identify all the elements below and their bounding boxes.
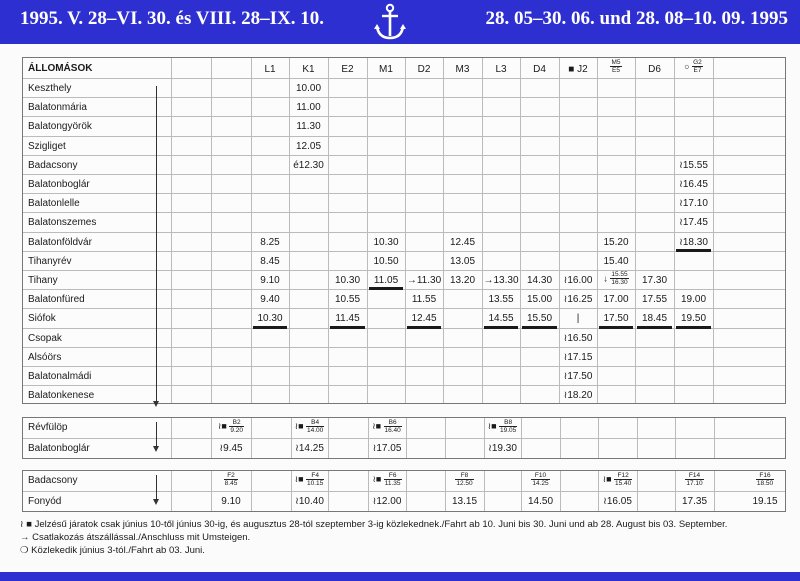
table-row bbox=[23, 438, 785, 459]
ferry-departure bbox=[455, 474, 473, 485]
departure-time: 17.00 bbox=[603, 294, 629, 306]
terminal-marker bbox=[484, 326, 518, 329]
departure-time: ≀17.10 bbox=[679, 198, 708, 210]
station-name: Balatonfüred bbox=[28, 294, 85, 306]
ferry-timetable-badacsony bbox=[22, 470, 786, 512]
ferry-marker: ≀■ bbox=[294, 421, 307, 431]
station-name: Badacsony bbox=[28, 159, 78, 171]
fraction bbox=[384, 419, 402, 434]
departure-time: 15.50 bbox=[526, 313, 553, 325]
fraction bbox=[610, 271, 628, 286]
ferry-time: 14.00 bbox=[307, 427, 324, 434]
column-header-4: D2 bbox=[417, 64, 431, 75]
departure-time: 15.40 bbox=[603, 255, 629, 267]
terminal-marker bbox=[369, 287, 403, 290]
column-header-3: M1 bbox=[379, 64, 393, 75]
station-name: Tihanyrév bbox=[28, 255, 72, 267]
ferry-marker: ≀■ bbox=[294, 474, 307, 484]
station-name: Siófok bbox=[28, 313, 56, 325]
departure-time: 15.00 bbox=[526, 294, 553, 306]
departure-time: 11.00 bbox=[296, 102, 321, 114]
circle-marker: ○ bbox=[684, 61, 693, 72]
ferry-departure bbox=[531, 474, 549, 485]
ferry-time: 11.35 bbox=[384, 480, 401, 487]
ferry-departure bbox=[295, 474, 325, 485]
ferry-cell: ≀16.05 bbox=[603, 496, 632, 507]
ferry-time: 10.15 bbox=[307, 480, 324, 487]
column-code: G2 bbox=[693, 59, 702, 66]
station-name: Balatonföldvár bbox=[28, 236, 92, 248]
ferry-departure bbox=[685, 474, 703, 485]
column-code: E5 bbox=[612, 67, 620, 74]
departure-time: | bbox=[576, 313, 580, 325]
column-header-11 bbox=[674, 59, 713, 74]
departure-time: 15.20 bbox=[603, 236, 629, 248]
ferry-code: F2 bbox=[224, 472, 239, 480]
ferry-departure bbox=[372, 474, 401, 485]
fraction bbox=[531, 472, 549, 487]
legend-line-2: → Csatlakozás átszállással./Anschluss mit Umsteigen. bbox=[20, 532, 251, 543]
table-row bbox=[23, 155, 785, 175]
departure-time: 10.30 bbox=[334, 275, 361, 286]
terminal-marker bbox=[407, 326, 441, 329]
ferry-time: 12.50 bbox=[456, 480, 473, 487]
station-name: Badacsony bbox=[28, 475, 78, 486]
ferry-cell bbox=[598, 472, 637, 487]
departure-time: 14.30 bbox=[526, 275, 553, 286]
departure-time: 13.55 bbox=[488, 294, 514, 306]
departure-time: ≀17.15 bbox=[563, 351, 593, 363]
station-name: Balatonlelle bbox=[28, 198, 80, 210]
direction-arrow-line bbox=[156, 86, 157, 401]
ferry-cell bbox=[211, 419, 251, 434]
terminal-marker bbox=[676, 249, 711, 252]
departure-time: ≀18.30 bbox=[679, 236, 708, 248]
column-header-9 bbox=[597, 59, 635, 74]
ferry-time: 18.50 bbox=[756, 480, 774, 487]
fraction bbox=[229, 419, 244, 434]
departure-time: 9.40 bbox=[260, 294, 280, 306]
ferry-cell bbox=[745, 472, 785, 487]
direction-arrow-icon bbox=[153, 401, 159, 407]
ferry-cell: ≀19.30 bbox=[488, 443, 517, 454]
departure-time: 8.25 bbox=[260, 236, 280, 248]
station-name: Csopak bbox=[28, 332, 62, 344]
table-row bbox=[23, 366, 785, 386]
ferry-time: 19.05 bbox=[500, 427, 517, 434]
ferry-departure bbox=[488, 421, 518, 432]
departure-time: 11.30 bbox=[296, 121, 321, 133]
ferry-cell bbox=[211, 472, 251, 487]
departure-time: ≀16.45 bbox=[679, 179, 708, 190]
header-row bbox=[23, 58, 785, 78]
legend-line-1: ≀ ■ Jelzésű járatok csak június 10-től június 30-ig, és augusztus 28-tól szeptember 3-ig közlekednek./Fahrt ab 10. Juni bis 30. Juni und ab 28. August bis 03. September. bbox=[20, 519, 728, 530]
ferry-code: F6 bbox=[384, 472, 402, 480]
station-name: Fonyód bbox=[28, 496, 62, 507]
ferry-cell: ≀9.45 bbox=[219, 443, 243, 454]
direction-arrow-icon bbox=[153, 499, 159, 505]
terminal-marker bbox=[637, 326, 672, 329]
ferry-code: B4 bbox=[306, 419, 324, 427]
station-name: Alsóörs bbox=[28, 351, 62, 363]
column-header-0: L1 bbox=[264, 64, 276, 75]
station-name: Balatongyörök bbox=[28, 121, 92, 133]
ferry-cell bbox=[445, 472, 484, 487]
connection-arrow: ↓ bbox=[603, 273, 611, 284]
ferry-code: F10 bbox=[531, 472, 549, 480]
ferry-departure bbox=[295, 421, 325, 432]
table-row bbox=[23, 212, 785, 232]
table-row bbox=[23, 328, 785, 348]
departure-time: 18.45 bbox=[641, 313, 668, 325]
ferry-cell: 14.50 bbox=[527, 496, 554, 507]
ferry-cell bbox=[291, 419, 328, 434]
station-name: Tihany bbox=[28, 275, 58, 286]
departure-time: 10.50 bbox=[373, 255, 399, 267]
terminal-marker bbox=[522, 326, 557, 329]
fraction bbox=[306, 472, 324, 487]
departure-time: 17.50 bbox=[603, 313, 629, 325]
station-name: Balatonalmádi bbox=[28, 371, 92, 382]
direction-arrow-icon bbox=[153, 446, 159, 452]
ferry-marker: ≀■ bbox=[372, 421, 384, 431]
fraction bbox=[685, 472, 703, 487]
departure-time: ≀15.55 bbox=[679, 159, 708, 171]
departure-time: 19.00 bbox=[680, 294, 707, 306]
departure-time: 12.45 bbox=[411, 313, 437, 325]
departure-time: ≀18.20 bbox=[563, 390, 593, 402]
departure-time: 19.50 bbox=[680, 313, 707, 325]
station-name: Balatonmária bbox=[28, 102, 87, 114]
ferry-code: F14 bbox=[685, 472, 703, 480]
departure-time: 17.30 bbox=[641, 275, 668, 286]
departure-time: 17.55 bbox=[641, 294, 668, 306]
departure-time: ≀16.00 bbox=[563, 275, 593, 286]
ferry-departure bbox=[372, 421, 402, 432]
ferry-code: B2 bbox=[229, 419, 244, 427]
departure-time: 10.55 bbox=[334, 294, 361, 306]
departure-time: ≀16.50 bbox=[563, 332, 593, 344]
ferry-code: F4 bbox=[306, 472, 324, 480]
ferry-cell bbox=[675, 472, 714, 487]
ferry-time: 8.45 bbox=[224, 480, 238, 487]
ferry-cell: ≀14.25 bbox=[295, 443, 324, 454]
table-row bbox=[23, 347, 785, 367]
bottom-bar bbox=[0, 572, 800, 581]
title-hungarian: 1995. V. 28–VI. 30. és VIII. 28–IX. 10. bbox=[20, 8, 325, 29]
legend-line-3: ❍ Közlekedik június 3-tól./Fahrt ab 03. Juni. bbox=[20, 545, 205, 556]
terminal-marker bbox=[253, 326, 287, 329]
departure-time: 10.00 bbox=[295, 83, 322, 94]
terminal-marker bbox=[676, 326, 711, 329]
fraction bbox=[756, 472, 774, 487]
ferry-cell bbox=[521, 472, 560, 487]
departure-time: →13.30 bbox=[483, 275, 519, 286]
column-header-6: L3 bbox=[495, 64, 507, 75]
main-timetable bbox=[22, 57, 786, 404]
fraction bbox=[614, 472, 632, 487]
station-name: Balatonboglár bbox=[28, 443, 90, 454]
column-header-5: M3 bbox=[455, 64, 470, 75]
departure-time: 10.30 bbox=[373, 236, 399, 248]
column-header-10: D6 bbox=[648, 64, 661, 75]
departure-time: →11.30 bbox=[406, 275, 442, 286]
ferry-code: F16 bbox=[756, 472, 774, 480]
ferry-marker: ≀■ bbox=[372, 474, 384, 484]
fraction bbox=[306, 419, 324, 434]
ferry-code: F8 bbox=[455, 472, 473, 480]
terminal-marker bbox=[330, 326, 365, 329]
departure-time: 11.55 bbox=[411, 294, 437, 306]
station-name: Balatonkenese bbox=[28, 390, 95, 402]
column-header-8: ■ J2 bbox=[568, 64, 588, 75]
departure-time: 12.05 bbox=[295, 140, 322, 152]
table-row bbox=[23, 471, 785, 491]
column-header-1: K1 bbox=[302, 64, 315, 75]
ferry-departure bbox=[756, 474, 774, 485]
station-name: Balatonboglár bbox=[28, 179, 90, 190]
table-row bbox=[23, 418, 785, 438]
fraction bbox=[692, 59, 703, 74]
ferry-cell bbox=[368, 419, 406, 434]
column-header-2: E2 bbox=[341, 64, 354, 75]
fraction bbox=[384, 472, 402, 487]
departure-time: ≀17.50 bbox=[563, 371, 593, 382]
column-header-7: D4 bbox=[533, 64, 546, 75]
station-name: Keszthely bbox=[28, 83, 72, 94]
departure-time: 16.30 bbox=[611, 279, 628, 286]
column-code: E7 bbox=[693, 67, 702, 74]
departure-time: ≀17.45 bbox=[679, 217, 708, 229]
ferry-timetable-revfulop bbox=[22, 417, 786, 459]
table-row bbox=[23, 289, 785, 309]
departure-time: é12.30 bbox=[293, 159, 324, 171]
departure-time: 8.45 bbox=[260, 255, 280, 267]
station-name: Balatonszemes bbox=[28, 217, 97, 229]
fraction bbox=[610, 59, 621, 74]
departure-time bbox=[597, 271, 635, 286]
terminal-marker bbox=[599, 326, 633, 329]
table-row bbox=[23, 251, 785, 271]
table-row bbox=[23, 491, 785, 512]
departure-time: 14.55 bbox=[488, 313, 514, 325]
title-german: 28. 05–30. 06. und 28. 08–10. 09. 1995 bbox=[485, 8, 788, 29]
fraction bbox=[224, 472, 239, 487]
departure-time: 9.10 bbox=[260, 275, 280, 286]
ferry-marker: ≀■ bbox=[218, 421, 230, 431]
table-row bbox=[23, 270, 785, 290]
ferry-departure bbox=[224, 474, 239, 485]
ferry-time: 16.40 bbox=[384, 427, 401, 434]
departure-time: 13.05 bbox=[449, 255, 476, 267]
ferry-cell: 19.15 bbox=[752, 496, 778, 507]
ferry-time: 14.25 bbox=[532, 480, 549, 487]
ferry-departure bbox=[218, 421, 244, 432]
table-row bbox=[23, 136, 785, 156]
ferry-cell: 17.35 bbox=[681, 496, 708, 507]
ferry-cell: 9.10 bbox=[221, 496, 241, 507]
ferry-cell: ≀10.40 bbox=[295, 496, 324, 507]
table-row bbox=[23, 78, 785, 98]
title-banner bbox=[0, 0, 800, 44]
table-row bbox=[23, 193, 785, 213]
fraction bbox=[455, 472, 473, 487]
ferry-code: B8 bbox=[499, 419, 517, 427]
ferry-code: F12 bbox=[614, 472, 632, 480]
table-row bbox=[23, 97, 785, 117]
table-row bbox=[23, 116, 785, 136]
station-name: Révfülöp bbox=[28, 422, 68, 433]
direction-arrow-line bbox=[156, 475, 157, 499]
ferry-cell: 13.15 bbox=[451, 496, 478, 507]
departure-time: 12.45 bbox=[449, 236, 476, 248]
ferry-time: 17.10 bbox=[686, 480, 703, 487]
ferry-code: B6 bbox=[384, 419, 402, 427]
station-column-header: ÁLLOMÁSOK bbox=[28, 63, 93, 74]
station-name: Szigliget bbox=[28, 140, 66, 152]
ferry-cell: ≀12.00 bbox=[372, 496, 402, 507]
ferry-time: 15.40 bbox=[615, 480, 632, 487]
fraction bbox=[499, 419, 517, 434]
anchor-icon bbox=[372, 2, 408, 42]
ferry-departure bbox=[603, 474, 633, 485]
direction-arrow-line bbox=[156, 422, 157, 446]
table-row bbox=[23, 174, 785, 194]
ferry-cell bbox=[291, 472, 328, 487]
ferry-cell bbox=[484, 419, 521, 434]
ferry-time: 9.20 bbox=[230, 427, 243, 434]
departure-time: 13.20 bbox=[449, 275, 476, 286]
departure-time: 11.05 bbox=[373, 275, 399, 286]
departure-time: ≀16.25 bbox=[563, 294, 593, 306]
ferry-cell bbox=[368, 472, 406, 487]
departure-time: 10.30 bbox=[257, 313, 283, 325]
column-code: M5 bbox=[611, 59, 621, 66]
departure-time: 15.55 bbox=[611, 271, 628, 278]
table-row bbox=[23, 232, 785, 252]
ferry-cell: ≀17.05 bbox=[372, 443, 402, 454]
ferry-marker: ≀■ bbox=[487, 421, 500, 431]
ferry-marker: ≀■ bbox=[602, 474, 615, 484]
departure-time: 11.45 bbox=[335, 313, 360, 325]
table-row bbox=[23, 385, 785, 405]
